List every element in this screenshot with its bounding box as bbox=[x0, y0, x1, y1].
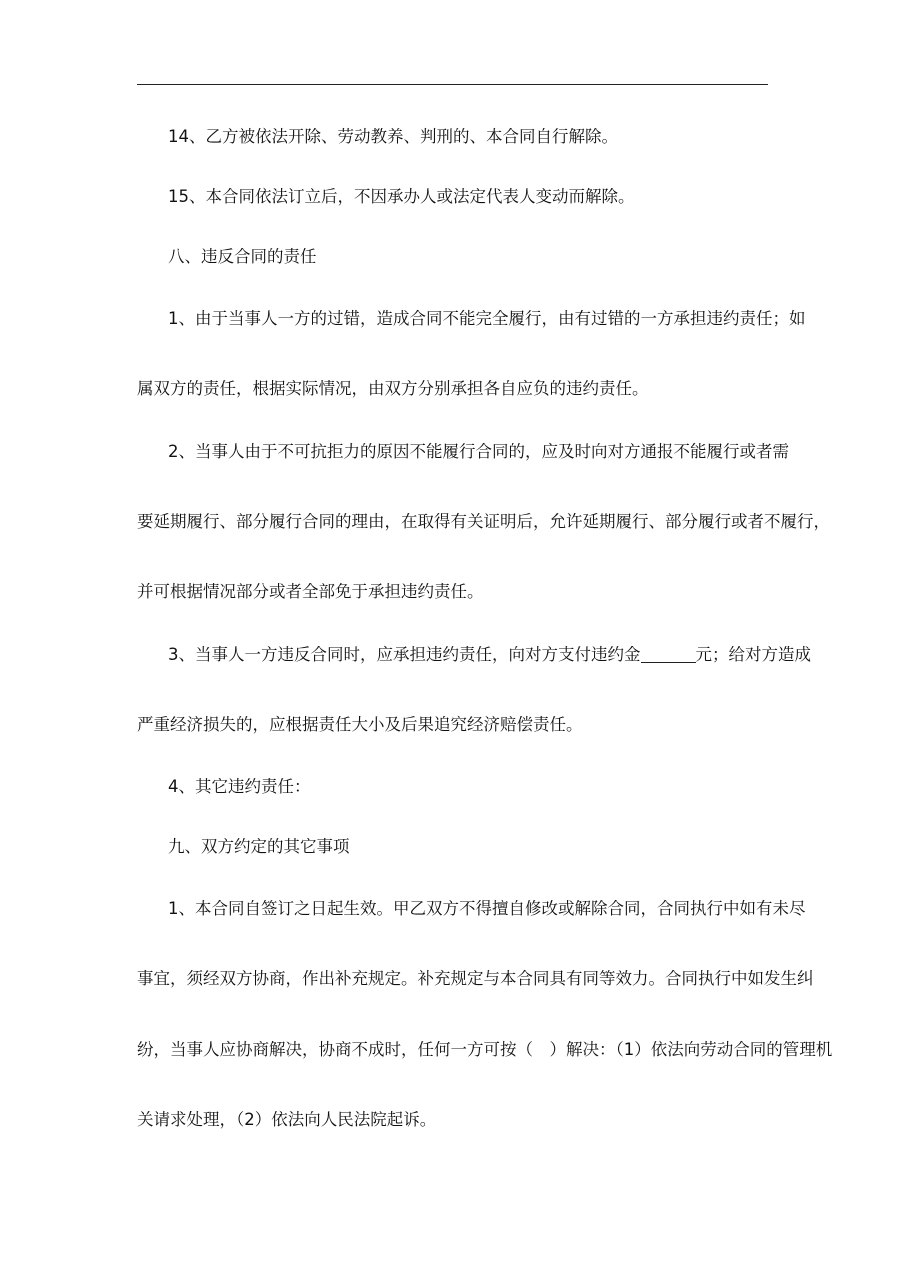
section-8-item-1-line-1: 1、由于当事人一方的过错，造成合同不能完全履行，由有过错的一方承担违约责任；如 bbox=[168, 309, 806, 328]
section-9-item-1-line-3: 纷，当事人应协商解决，协商不成时，任何一方可按（ ）解决：（1）依法向劳动合同的管理机 bbox=[137, 1040, 833, 1059]
clause-14: 14、乙方被依法开除、劳动教养、判刑的、本合同自行解除。 bbox=[168, 127, 618, 146]
section-9-item-1-line-4: 关请求处理，（2）依法向人民法院起诉。 bbox=[137, 1110, 437, 1129]
penalty-amount-blank bbox=[641, 646, 696, 663]
section-9-item-1-line-1: 1、本合同自签订之日起生效。甲乙双方不得擅自修改或解除合同，合同执行中如有未尽 bbox=[168, 899, 806, 918]
section-8-item-2-line-2: 要延期履行、部分履行合同的理由，在取得有关证明后，允许延期履行、部分履行或者不履行， bbox=[137, 512, 830, 531]
clause-15: 15、本合同依法订立后，不因承办人或法定代表人变动而解除。 bbox=[168, 187, 635, 206]
section-8-item-3-line-1 bbox=[168, 643, 811, 667]
section-9-heading: 九、双方约定的其它事项 bbox=[168, 837, 350, 856]
section-8-item-3-line-2: 严重经济损失的，应根据责任大小及后果追究经济赔偿责任。 bbox=[137, 715, 583, 734]
section-8-item-2-line-3: 并可根据情况部分或者全部免于承担违约责任。 bbox=[137, 582, 484, 601]
section-9-item-1-line-2: 事宜，须经双方协商，作出补充规定。补充规定与本合同具有同等效力。合同执行中如发生纠 bbox=[137, 969, 814, 988]
section-8-item-4: 4、其它违约责任： bbox=[168, 777, 311, 796]
section-8-item-1-line-2: 属双方的责任，根据实际情况，由双方分别承担各自应负的违约责任。 bbox=[137, 379, 649, 398]
header-rule bbox=[137, 84, 768, 85]
section-8-item-2-line-1: 2、当事人由于不可抗拒力的原因不能履行合同的，应及时向对方通报不能履行或者需 bbox=[168, 442, 789, 461]
penalty-text-after: 元；给对方造成 bbox=[695, 645, 811, 664]
penalty-text-before: 3、当事人一方违反合同时，应承担违约责任，向对方支付违约金 bbox=[168, 645, 641, 664]
section-8-heading: 八、违反合同的责任 bbox=[168, 247, 317, 266]
